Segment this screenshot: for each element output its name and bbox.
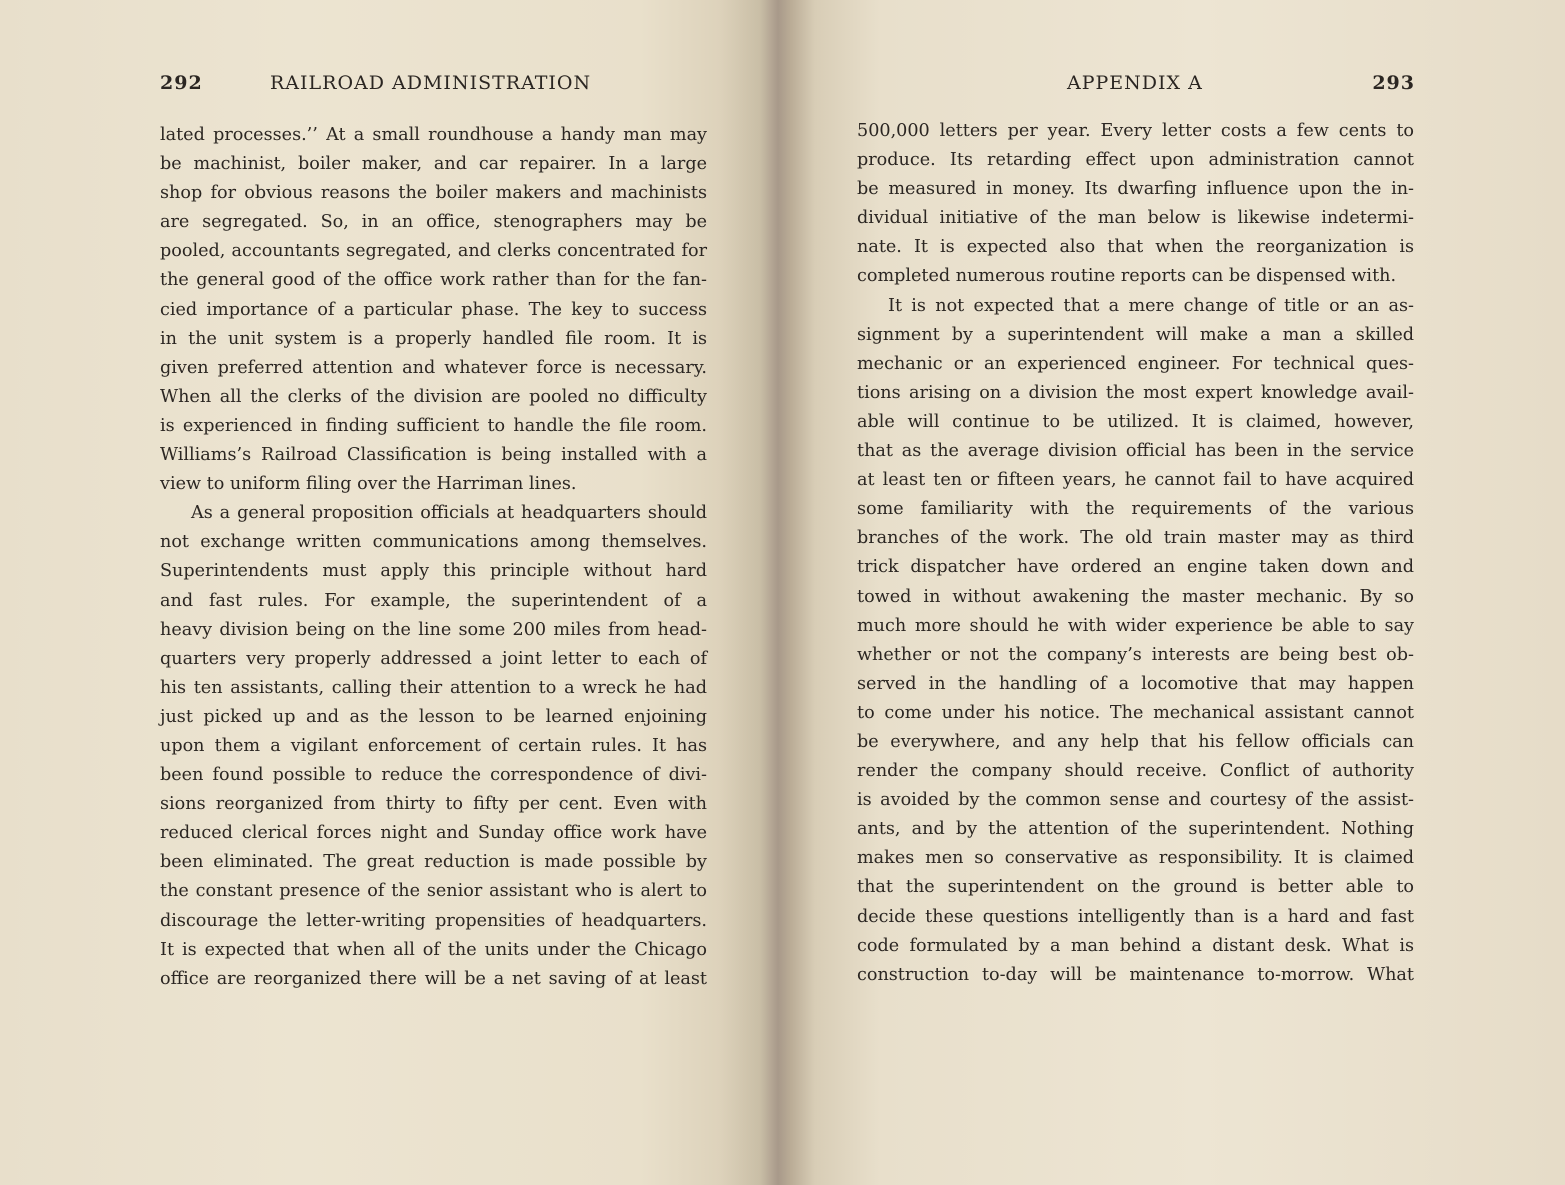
text-line: some familiarity with the requirements of the various — [857, 499, 1414, 520]
text-line: signment by a superintendent will make a man a skilled — [857, 324, 1414, 345]
text-line: and fast rules. For example, the superintendent of a — [160, 590, 707, 611]
text-line: at least ten or fifteen years, he cannot fail to have acquired — [857, 470, 1414, 491]
text-line: be machinist, boiler maker, and car repairer. In a large — [160, 154, 707, 175]
text-line: be measured in money. Its dwarfing influence upon the in- — [857, 179, 1414, 200]
text-line: to come under his notice. The mechanical assistant cannot — [857, 702, 1414, 723]
text-line: decide these questions intelligently than is a hard and fast — [857, 906, 1414, 927]
text-line: that the superintendent on the ground is better able to — [857, 877, 1414, 898]
running-head-title: APPENDIX A — [1067, 72, 1203, 94]
text-line: nate. It is expected also that when the reorganization is — [857, 237, 1414, 258]
text-line: completed numerous routine reports can be dispensed with. — [857, 266, 1397, 287]
text-line: his ten assistants, calling their attention to a wreck he had — [160, 677, 707, 698]
text-line: tions arising on a division the most expert knowledge avail- — [857, 382, 1414, 403]
text-line: construction to-day will be maintenance to-morrow. What — [857, 964, 1414, 985]
text-line: been eliminated. The great reduction is made possible by — [160, 852, 707, 873]
text-line: 500,000 letters per year. Every letter costs a few cents to — [857, 121, 1414, 141]
text-line: in the unit system is a properly handled file room. It is — [160, 328, 707, 349]
text-line: pooled, accountants segregated, and clerks concentrated for — [160, 241, 707, 262]
text-line: been found possible to reduce the correspondence of divi- — [160, 765, 707, 786]
text-line: towed in without awakening the master mechanic. By so — [857, 586, 1414, 607]
text-line: whether or not the company’s interests are being best ob- — [857, 644, 1414, 665]
text-line: able will continue to be utilized. It is claimed, however, — [857, 411, 1414, 432]
text-line: When all the clerks of the division are pooled no difficulty — [160, 386, 707, 407]
text-line: office are reorganized there will be a net saving of at least — [160, 968, 707, 989]
running-head — [855, 72, 1415, 102]
text-line: makes men so conservative as responsibility. It is claimed — [857, 848, 1414, 869]
running-head-title: RAILROAD ADMINISTRATION — [270, 72, 592, 94]
text-line: heavy division being on the line some 200 miles from head- — [160, 619, 707, 640]
text-line: Superintendents must apply this principle without hard — [160, 561, 707, 582]
page-number: 292 — [160, 72, 203, 94]
text-line: quarters very properly addressed a joint letter to each of — [160, 648, 707, 669]
text-line: As a general proposition officials at headquarters should — [191, 503, 707, 524]
text-line: render the company should receive. Conflict of authority — [857, 761, 1414, 782]
text-line: lated processes.’’ At a small roundhouse a handy man may — [160, 125, 707, 145]
text-line: branches of the work. The old train master may as third — [857, 528, 1414, 549]
text-line: code formulated by a man behind a distant desk. What is — [857, 935, 1414, 956]
text-line: upon them a vigilant enforcement of certain rules. It has — [160, 735, 707, 756]
text-line: are segregated. So, in an office, stenographers may be — [160, 212, 707, 233]
text-line: the constant presence of the senior assistant who is alert to — [160, 881, 707, 902]
text-line: is avoided by the common sense and courtesy of the assist- — [857, 790, 1414, 811]
page-body — [857, 117, 1414, 990]
text-line: It is expected that when all of the units under the Chicago — [160, 939, 707, 960]
page-number: 293 — [1372, 72, 1415, 94]
text-line: ants, and by the attention of the superintendent. Nothing — [857, 819, 1414, 840]
text-line: Williams’s Railroad Classification is being installed with a — [160, 445, 707, 466]
text-line: view to uniform filing over the Harriman lines. — [160, 474, 577, 495]
left-page — [0, 0, 780, 1185]
text-line: be everywhere, and any help that his fellow officials can — [857, 731, 1414, 752]
text-line: is experienced in finding sufficient to handle the file room. — [160, 415, 707, 436]
right-page — [790, 0, 1565, 1185]
running-head — [160, 72, 710, 102]
text-line: much more should he with wider experience be able to say — [857, 615, 1414, 636]
text-line: the general good of the office work rather than for the fan- — [160, 270, 707, 291]
page-body — [160, 121, 707, 994]
text-line: sions reorganized from thirty to fifty per cent. Even with — [160, 794, 707, 815]
text-line: produce. Its retarding effect upon administration cannot — [857, 150, 1414, 171]
text-line: reduced clerical forces night and Sunday office work have — [160, 823, 707, 844]
text-line: shop for obvious reasons the boiler makers and machinists — [160, 183, 707, 204]
text-line: It is not expected that a mere change of title or an as- — [888, 295, 1414, 316]
text-line: trick dispatcher have ordered an engine taken down and — [857, 557, 1414, 578]
text-line: dividual initiative of the man below is likewise indetermi- — [857, 208, 1414, 229]
text-line: discourage the letter-writing propensities of headquarters. — [160, 910, 707, 931]
text-line: just picked up and as the lesson to be learned enjoining — [160, 706, 707, 727]
text-line: given preferred attention and whatever force is necessary. — [160, 357, 707, 378]
text-line: that as the average division official has been in the service — [857, 441, 1414, 462]
text-line: served in the handling of a locomotive that may happen — [857, 673, 1414, 694]
text-line: not exchange written communications among themselves. — [160, 532, 707, 553]
text-line: mechanic or an experienced engineer. For technical ques- — [857, 353, 1414, 374]
text-line: cied importance of a particular phase. The key to success — [160, 299, 707, 320]
